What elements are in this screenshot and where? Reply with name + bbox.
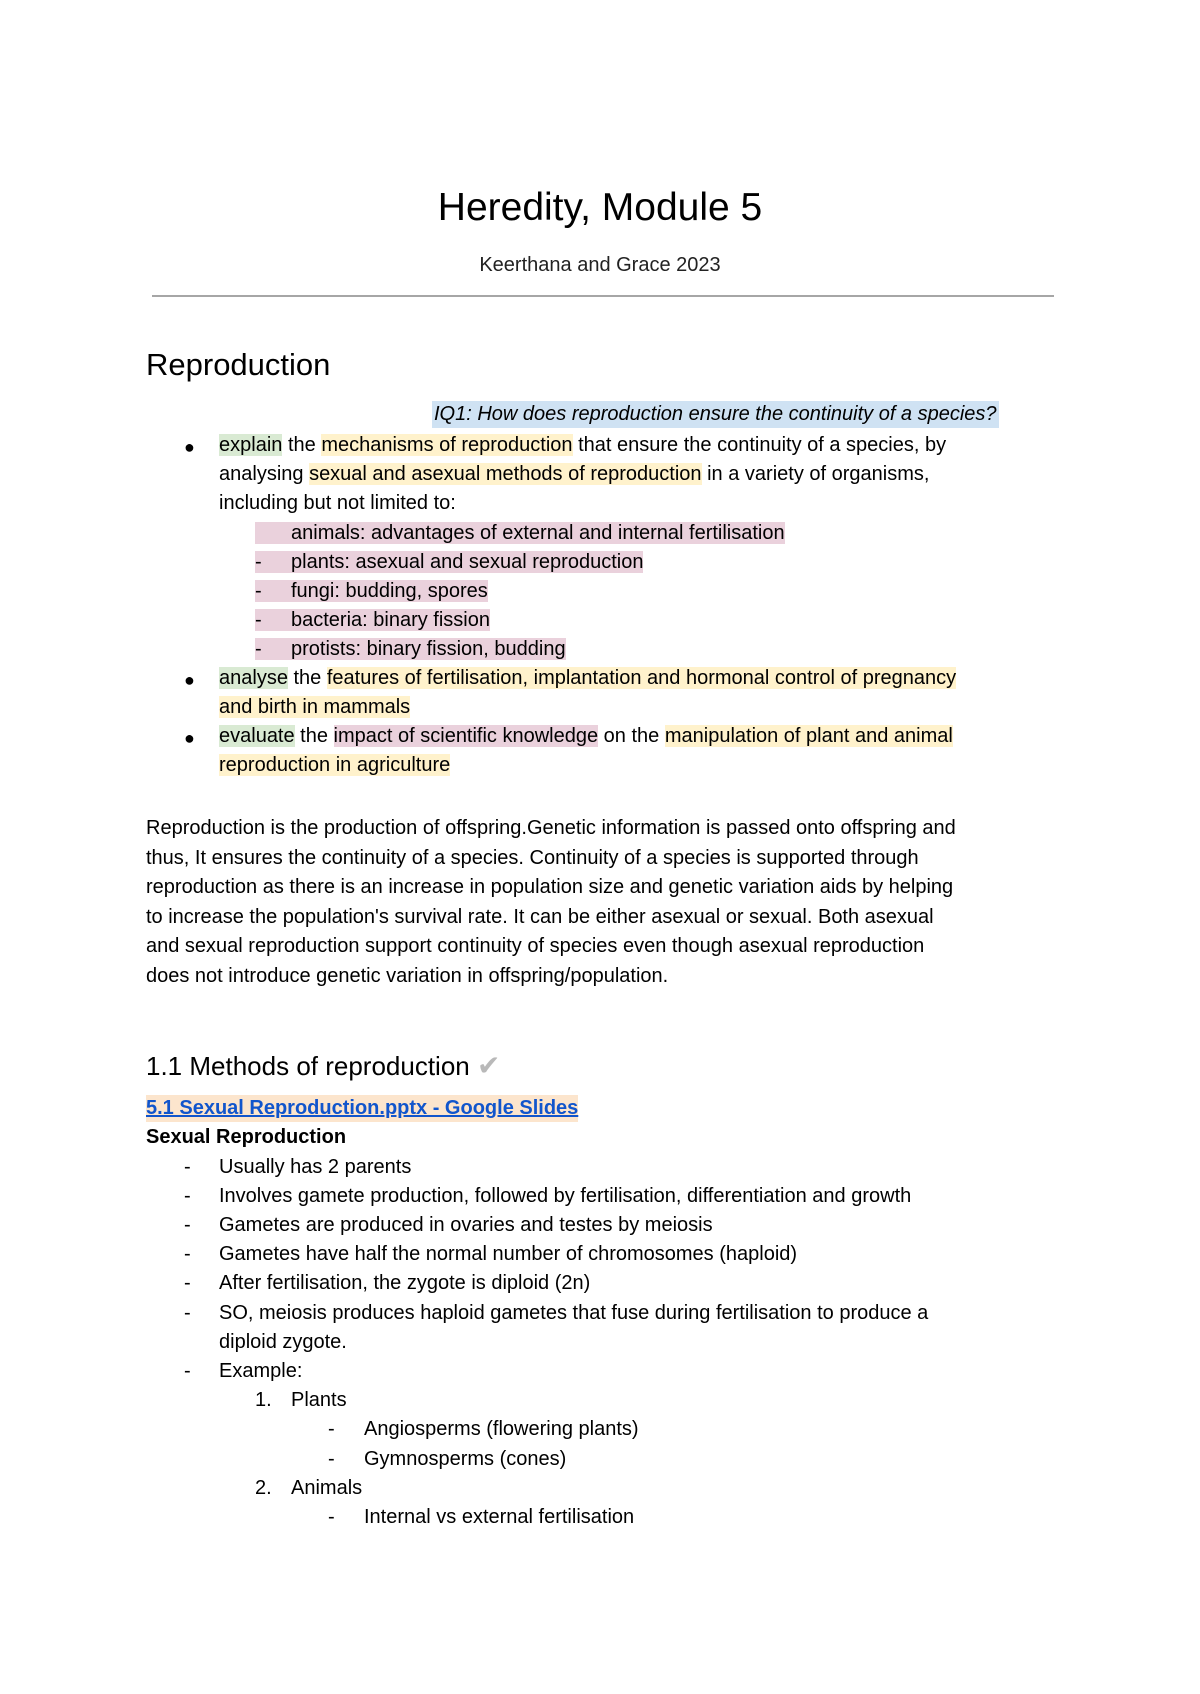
- highlight-manipulation: manipulation of plant and animal: [664, 725, 953, 747]
- sub-item-plants: [255, 551, 643, 573]
- heading-text: 1.1 Methods of reproduction: [146, 1051, 470, 1081]
- sub-item-animals: animals: advantages of external and internal fertilisation: [255, 522, 785, 544]
- dash-marker: -: [328, 1448, 335, 1470]
- paragraph-line: does not introduce genetic variation in offspring/population.: [146, 964, 669, 987]
- list-item: Gametes have half the normal number of chromosomes (haploid): [219, 1243, 798, 1265]
- dash-marker: -: [328, 1418, 335, 1440]
- dash-marker: -: [184, 1272, 191, 1294]
- verb-explain: explain: [219, 434, 283, 456]
- sub-list-item: Angiosperms (flowering plants): [364, 1418, 639, 1440]
- dash-marker: -: [255, 638, 262, 660]
- sub-item-row: [255, 549, 643, 576]
- highlight-methods: sexual and asexual methods of reproduction: [309, 463, 702, 485]
- dash-marker: -: [184, 1302, 191, 1324]
- text-segment: the: [294, 725, 334, 747]
- list-item: SO, meiosis produces haploid gametes that fuse during fertilisation to produce a: [219, 1302, 929, 1324]
- dash-marker: -: [184, 1360, 191, 1382]
- sub-list-item: Internal vs external fertilisation: [364, 1506, 635, 1528]
- list-item: Example:: [219, 1360, 303, 1382]
- sub-list-item: Gymnosperms (cones): [364, 1448, 567, 1470]
- highlight-birth: and birth in mammals: [219, 696, 411, 718]
- list-item: After fertilisation, the zygote is diploid (2n): [219, 1272, 591, 1294]
- sub-item-text: fungi: budding, spores: [291, 580, 488, 602]
- dash-marker: -: [184, 1156, 191, 1178]
- sub-item-text: plants: asexual and sexual reproduction: [291, 551, 644, 573]
- paragraph-line: reproduction as there is an increase in population size and genetic variation aids by helping: [146, 876, 954, 898]
- google-slides-link[interactable]: 5.1 Sexual Reproduction.pptx - Google Slides: [146, 1095, 578, 1122]
- heading-reproduction: Reproduction: [146, 347, 331, 382]
- list-item: Gametes are produced in ovaries and testes by meiosis: [219, 1214, 713, 1236]
- example-plants: Plants: [291, 1389, 347, 1411]
- inquiry-question: IQ1: How does reproduction ensure the continuity of a species?: [432, 401, 999, 428]
- heading-methods-of-reproduction: [146, 1049, 500, 1083]
- dash-marker: -: [255, 551, 262, 573]
- bullet-icon: ●: [184, 728, 195, 748]
- sub-item-protists: [255, 638, 566, 660]
- dash-marker: -: [184, 1214, 191, 1236]
- list-item: Usually has 2 parents: [219, 1156, 412, 1178]
- list-number: 2.: [255, 1477, 272, 1499]
- highlight-impact: impact of scientific knowledge: [333, 725, 599, 747]
- dash-marker: -: [255, 580, 262, 602]
- outcome-3-line-1: [219, 723, 953, 750]
- highlight-mechanisms: mechanisms of reproduction: [321, 434, 573, 456]
- horizontal-rule: [152, 295, 1054, 297]
- sub-item-row: [255, 607, 490, 634]
- sub-item-text: bacteria: binary fission: [291, 609, 490, 631]
- outcome-1-line-2: [219, 461, 929, 488]
- sub-item-row: [255, 636, 566, 663]
- list-item-continuation: diploid zygote.: [219, 1331, 347, 1353]
- sub-item-text: protists: binary fission, budding: [291, 638, 566, 660]
- list-item: Involves gamete production, followed by fertilisation, differentiation and growth: [219, 1185, 912, 1207]
- highlight-agriculture: reproduction in agriculture: [219, 754, 451, 776]
- bullet-icon: ●: [184, 437, 195, 457]
- check-mark-icon: ✔: [477, 1050, 501, 1081]
- dash-marker: -: [184, 1243, 191, 1265]
- dash-marker: -: [255, 609, 262, 631]
- text-segment: that ensure the continuity of a species, by: [572, 434, 947, 456]
- text-segment: the: [287, 667, 327, 689]
- highlight-features: features of fertilisation, implantation and hormonal control of pregnancy: [326, 667, 957, 689]
- text-segment: in a variety of organisms,: [701, 463, 930, 485]
- sub-item-fungi: [255, 580, 488, 602]
- paragraph-line: and sexual reproduction support continuity of species even though asexual reproduction: [146, 935, 925, 957]
- outcome-1-line-1: [219, 432, 946, 459]
- sub-item-row: [255, 578, 488, 605]
- outcome-1-line-3: including but not limited to:: [219, 492, 456, 514]
- example-animals: Animals: [291, 1477, 363, 1499]
- outcome-3-line-2: [219, 752, 450, 779]
- document-subtitle: Keerthana and Grace 2023: [479, 254, 721, 276]
- verb-analyse: analyse: [219, 667, 288, 689]
- text-segment: analysing: [219, 463, 310, 485]
- dash-marker: -: [184, 1185, 191, 1207]
- subheading-sexual-reproduction: Sexual Reproduction: [146, 1126, 347, 1148]
- dash-marker: -: [328, 1506, 335, 1528]
- outcome-2-line-1: [219, 665, 956, 692]
- document-title: Heredity, Module 5: [437, 186, 763, 229]
- paragraph-line: Reproduction is the production of offspring.Genetic information is passed onto offspring and: [146, 817, 956, 839]
- paragraph-line: to increase the population's survival rate. It can be either asexual or sexual. Both asexual: [146, 905, 934, 928]
- text-segment: on the: [598, 725, 665, 747]
- outcome-2-line-2: [219, 694, 410, 721]
- bullet-icon: ●: [184, 670, 195, 690]
- text-segment: the: [282, 434, 322, 456]
- sub-item-bacteria: [255, 609, 490, 631]
- paragraph-line: thus, It ensures the continuity of a species. Continuity of a species is supported through: [146, 846, 919, 869]
- list-number: 1.: [255, 1389, 272, 1411]
- verb-evaluate: evaluate: [219, 725, 295, 747]
- sub-item-row: [255, 520, 785, 547]
